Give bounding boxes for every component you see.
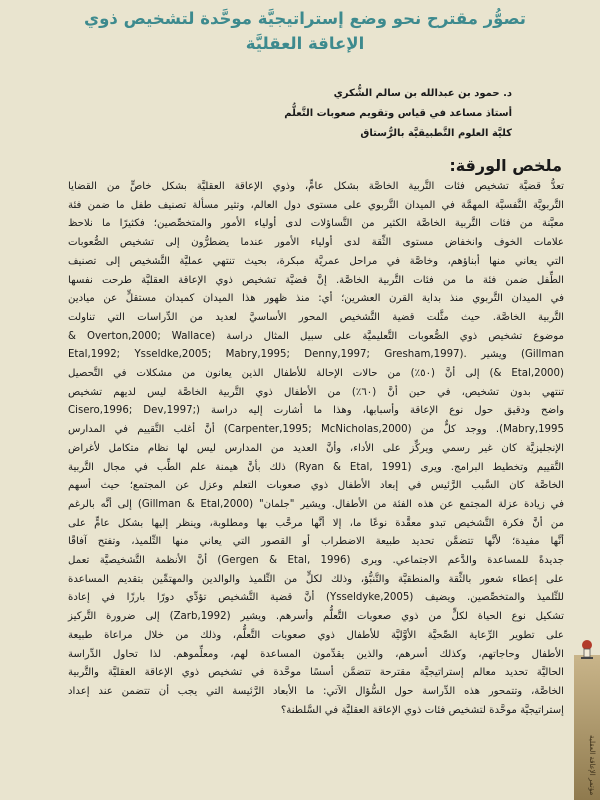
author-position: أستاذ مساعد في قياس وتقويم صعوبات التَّعلُّم [284,108,512,119]
abstract-line: التي يعاني منها أبناؤهم، وخاصَّة في مراحل عمريَّة مبكرة، بحيث تنتهي عمليَّة التَّشخيص إلى تصنيف [68,255,564,267]
author-block [172,84,512,144]
abstract-line: على إعطاء شعور بالثِّقة والمنطقيَّة والتَّنبُّؤ، وذلك لكلٍّ من التِّلميذ والوالدين والمهتمِّين بتقديم المساعدة [68,573,564,585]
abstract-line: إستراتيجيَّة موحَّدة لتشخيص فئات ذوي الإعاقة العقليَّة في السَّلطنة؟ [280,704,564,716]
abstract-line: جديدةً للمساعدة والدَّعم الاجتماعي. ويرى (Gergen & Etal, 1996) أنَّ الأنظمة التَّشخيصيَّة تعمل [68,555,564,567]
abstract-line: الأطفال وحاجاتهم، وكذلك أسرهم، والذين يقدِّمون المساعدة لهم، ومعلِّموهم. لذا تحاول الدِّراسة [68,648,564,660]
abstract-line: Gillman) ويشير .(Etal,1992; Ysseldke,2005; Mabry,1995; Denny,1997; Gresham,1997 [68,349,565,361]
author-name: د. حمود بن عبدالله بن سالم الشُّكري [333,88,512,99]
abstract-line: الحاليَّة تحديد معالم إستراتيجيَّة مقترحة تتضمَّن أسسًا موحَّدة في تشخيص ذوي الإعاقة العقليَّة والتَّربية [68,667,564,679]
abstract-line: التَّربية الخاصَّة. حيث مثَّلت قضية التَّشخيص المحور الأساسيَّ لعديد من الدِّراسات التي تناولت [68,311,564,323]
abstract-line: التَّقييم وتخطيط البرامج. ويرى (Ryan & Etal, 1991) ذلك بأنَّ هيمنة علم الطِّب في مجال التَّربية [68,461,565,473]
abstract-line: في الميدان التَّربوي منذ بداية القرن العشرين؛ أي: منذ ظهور هذا الميدان كميدان مستقلٍّ عن ميادين [68,293,564,305]
abstract-line: من أنَّ فكرة التَّشخيص تبدو معقَّدة نوعًا ما، إلا أنَّها مرحَّب بها ومطلوبة، وينظر إليها بشكل عامٍّ على [68,517,564,529]
abstract-line: تنتهي بدون تشخيص، في حين أنَّ (٦٠٪) من الأطفال ذوي التَّربية الخاصَّة ليس لديهم تشخيص [68,386,564,398]
paper-title-line-1: تصوُّر مقترح نحو وضع إستراتيجيَّة موحَّدة لتشخيص ذوي [84,9,526,28]
abstract-heading: ملخص الورقة: [449,156,562,175]
abstract-line: الإنجليزيَّة كان غير رسمي ويركِّز على الأداء، وأنَّ العديد من المدارس ليس لها نظام متكامل لأغراض [68,442,564,454]
abstract-line: الخاصَّة كان السَّبب الرَّئيس في إبعاد الأطفال ذوي صعوبات التعلم وعزل عن المجتمع؛ حيث أسهم [68,480,564,492]
abstract-line: موضوع تشخيص ذوي الصُّعوبات التَّعليميَّة على سبيل المثال دراسة (Overton,2000; Wallace & [68,330,565,342]
abstract-line: تعدُّ قضيَّة تشخيص فئات التَّربية الخاصَّة بشكل عامٍّ، وذوي الإعاقة العقليَّة بشكل خاصٍّ من القضايا [68,181,564,192]
abstract-line: في زيادة عزلة المجتمع عن هذه الفئة من الأطفال. ويشير "جلمان" (Gillman & Etal,2000) إلى أنَّه بالرغم [68,498,564,510]
abstract-line: التَّربويَّة النَّفسيَّة المهمَّة في الميدان التَّربوي على مستوى دول العالم، وتثير مسألة تصنيف طفل ما ضمن فئة [68,199,564,211]
abstract-line: (Etal,2000 &) إلى أنَّ (٥٠٪) من حالات الإحالة للأطفال الذين يعانون من مشكلات في التَّحصيل [68,368,564,380]
abstract-line: للتِّلميذ والمتخصِّصين. ويضيف (Ysseldyke,2005) أنَّ قضية التَّشخيص تؤدِّي دورًا بارزًا في إعادة [68,592,564,604]
lamp-icon [577,638,597,660]
abstract-line: تشكيل نوع الحياة لكلٍّ من ذوي صعوبات التَّعلُّم وأسرهم. ويشير (Zarb,1992) إلى ضرورة التَّركيز [68,611,564,623]
abstract-line: أنَّها مفيدة؛ لأنَّها تتضمَّن تحديد طبيعة الاضطراب أو القصور التي يعاني منها التِّلميذ، وتفتح آفاقًا [68,536,564,548]
abstract-line: Mabry,1995). ووجد كلٌّ من (Carpenter,1995; McNicholas,2000) أنَّ أغلب التَّقييم في المدارس [68,424,565,436]
abstract-line: على تطوير الرِّعاية الصِّحيَّة الأوَّليَّة للأطفال ذوي صعوبات التَّعلُّم، وذلك من خلال مراعاة طبيعة [68,629,564,641]
abstract-line: الخاصَّة، وتتمحور هذه الدِّراسة حول السُّؤال الآتي: ما الأبعاد الرَّئيسة التي يجب أن تتضمن عند إعداد [68,685,564,697]
paper-title-line-2: الإعاقة العقليَّة [245,34,365,53]
abstract-line: معيَّنة من فئات التَّربية الخاصَّة الكثير من التَّساؤلات لدى أولياء الأمور والمتخصِّصين؛ فكثيرًا ما نلاحظ [68,218,564,230]
abstract-line: علامات الخوف وانخفاض مستوى الثِّقة لدى أولياء الأمور عندما يضطرُّون إلى تشخيص الصُّعوبات [68,237,564,249]
paper-title [40,6,570,56]
author-college: كليَّة العلوم التَّطبيقيَّة بالرُّستاق [360,128,512,139]
abstract-line: الطِّفل ضمن فئة ما من فئات التَّربية الخاصَّة. إنَّ قضيَّة تشخيص ذوي الإعاقة العقليَّة طرحت نفسها [68,274,564,286]
abstract-body [68,178,564,720]
abstract-line: واضح ودقيق حول نوع الإعاقة وأسبابها، وهذا ما أشارت إليه دراسة (;Cisero,1996; Dev,1997 [68,405,564,417]
side-label: مؤتمر الإعاقة العقلية [588,734,596,795]
